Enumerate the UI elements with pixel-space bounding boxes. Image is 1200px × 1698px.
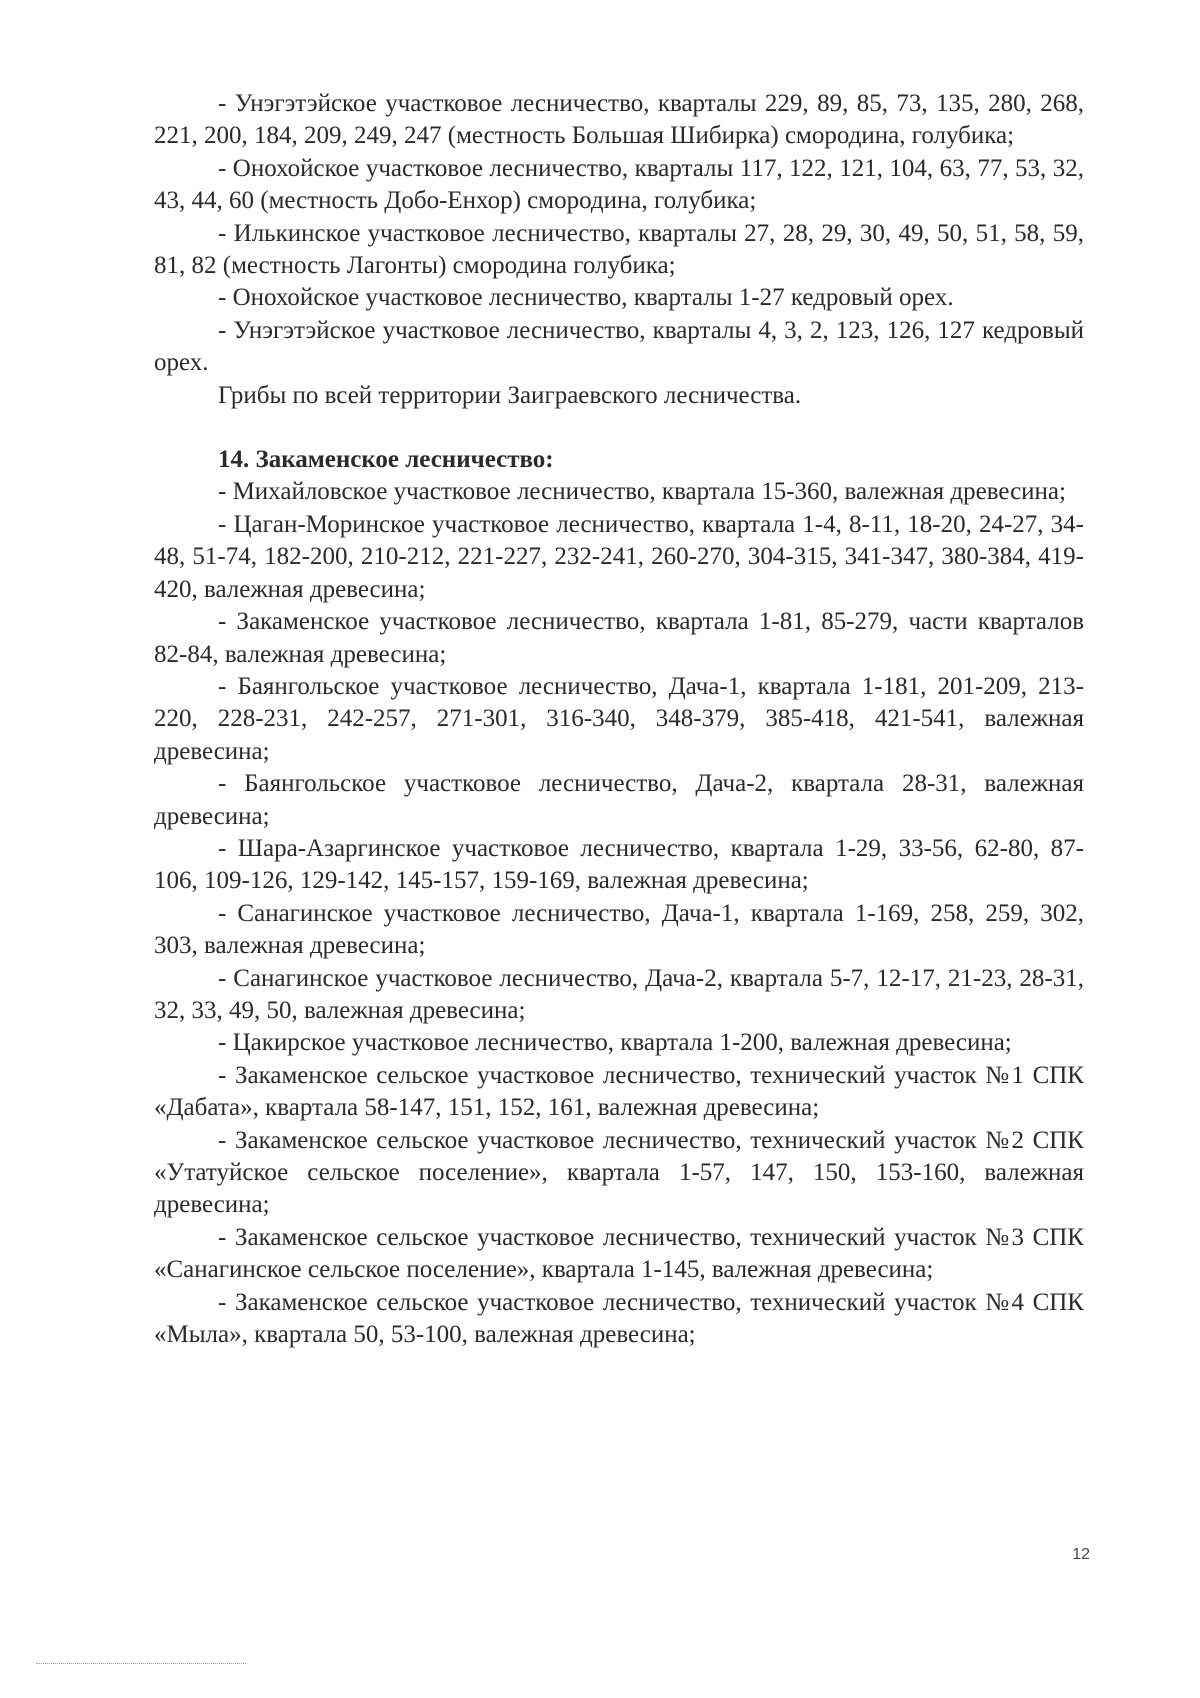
paragraph-bayangol-dacha1: - Баянгольское участковое лесничество, Дача-1, квартала 1-181, 201-209, 213-220, 228-231, 242-257, 271-301, 316-340, 348-379, 385-418, 421-541, валежная древесина; xyxy=(154,672,1084,765)
paragraph-zakamenskoe: - Закаменское участковое лесничество, квартала 1-81, 85-279, части кварталов 82-84, валежная древесина; xyxy=(154,608,1084,668)
paragraph-uneg-berries: - Унэгэтэйское участковое лесничество, кварталы 229, 89, 85, 73, 135, 280, 268, 221, 200, 184, 209, 249, 247 (местность Большая Шибирка) смородина, голубика; xyxy=(154,90,1084,150)
section-heading: 14. Закаменское лесничество: xyxy=(218,446,554,474)
paragraph-onokhoy-nuts: - Онохойское участковое лесничество, кварталы 1-27 кедровый орех. xyxy=(218,284,954,312)
paragraph-tsagan-morin: - Цаган-Моринское участковое лесничество, квартала 1-4, 8-11, 18-20, 24-27, 34-48, 51-74, 182-200, 210-212, 221-227, 232-241, 260-270, 304-315, 341-347, 380-384, 419-420, валежная древесина; xyxy=(154,510,1084,603)
paragraph-mushrooms: Грибы по всей территории Заиграевского лесничества. xyxy=(218,381,802,409)
scan-artifact-line xyxy=(36,1663,246,1664)
paragraph-uneg-nuts: - Унэгэтэйское участковое лесничество, кварталы 4, 3, 2, 123, 126, 127 кедровый орех. xyxy=(154,316,1084,377)
paragraph-spk-sanaga: - Закаменское сельское участковое лесничество, технический участок №3 СПК «Санагинское сельское поселение», квартала 1-145, валежная древесина; xyxy=(154,1223,1084,1284)
paragraph-mikhaylovskoe: - Михайловское участковое лесничество, квартала 15-360, валежная древесина; xyxy=(218,478,1066,506)
document-body xyxy=(154,88,1084,1351)
paragraph-ilka-berries: - Илькинское участковое лесничество, кварталы 27, 28, 29, 30, 49, 50, 51, 58, 59, 81, 82 (местность Лагонты) смородина голубика; xyxy=(154,219,1084,280)
page-number: 12 xyxy=(1072,1546,1090,1563)
paragraph-spk-utatuy: - Закаменское сельское участковое лесничество, технический участок №2 СПК «Утатуйское сельское поселение», квартала 1-57, 147, 150, 153-160, валежная древесина; xyxy=(154,1126,1084,1219)
paragraph-sanaga-dacha2: - Санагинское участковое лесничество, Дача-2, квартала 5-7, 12-17, 21-23, 28-31, 32, 33, 49, 50, валежная древесина; xyxy=(154,964,1084,1024)
paragraph-bayangol-dacha2: - Баянгольское участковое лесничество, Дача-2, квартала 28-31, валежная древесина; xyxy=(154,770,1084,830)
paragraph-onokhoy-berries: - Онохойское участковое лесничество, кварталы 117, 122, 121, 104, 63, 77, 53, 32, 43, 44, 60 (местность Добо-Енхор) смородина, голубика; xyxy=(154,154,1084,215)
paragraph-spk-dabata: - Закаменское сельское участковое лесничество, технический участок №1 СПК «Дабата», квартала 58-147, 151, 152, 161, валежная древесина; xyxy=(154,1061,1084,1122)
paragraph-shara-azarga: - Шара-Азаргинское участковое лесничество, квартала 1-29, 33-56, 62-80, 87-106, 109-126, 129-142, 145-157, 159-169, валежная древесина; xyxy=(154,834,1084,895)
paragraph-sanaga-dacha1: - Санагинское участковое лесничество, Дача-1, квартала 1-169, 258, 259, 302, 303, валежная древесина; xyxy=(154,899,1084,960)
paragraph-tsakir: - Цакирское участковое лесничество, квартала 1-200, валежная древесина; xyxy=(218,1029,1012,1057)
paragraph-spk-myla: - Закаменское сельское участковое лесничество, технический участок №4 СПК «Мыла», квартала 50, 53-100, валежная древесина; xyxy=(154,1288,1084,1349)
